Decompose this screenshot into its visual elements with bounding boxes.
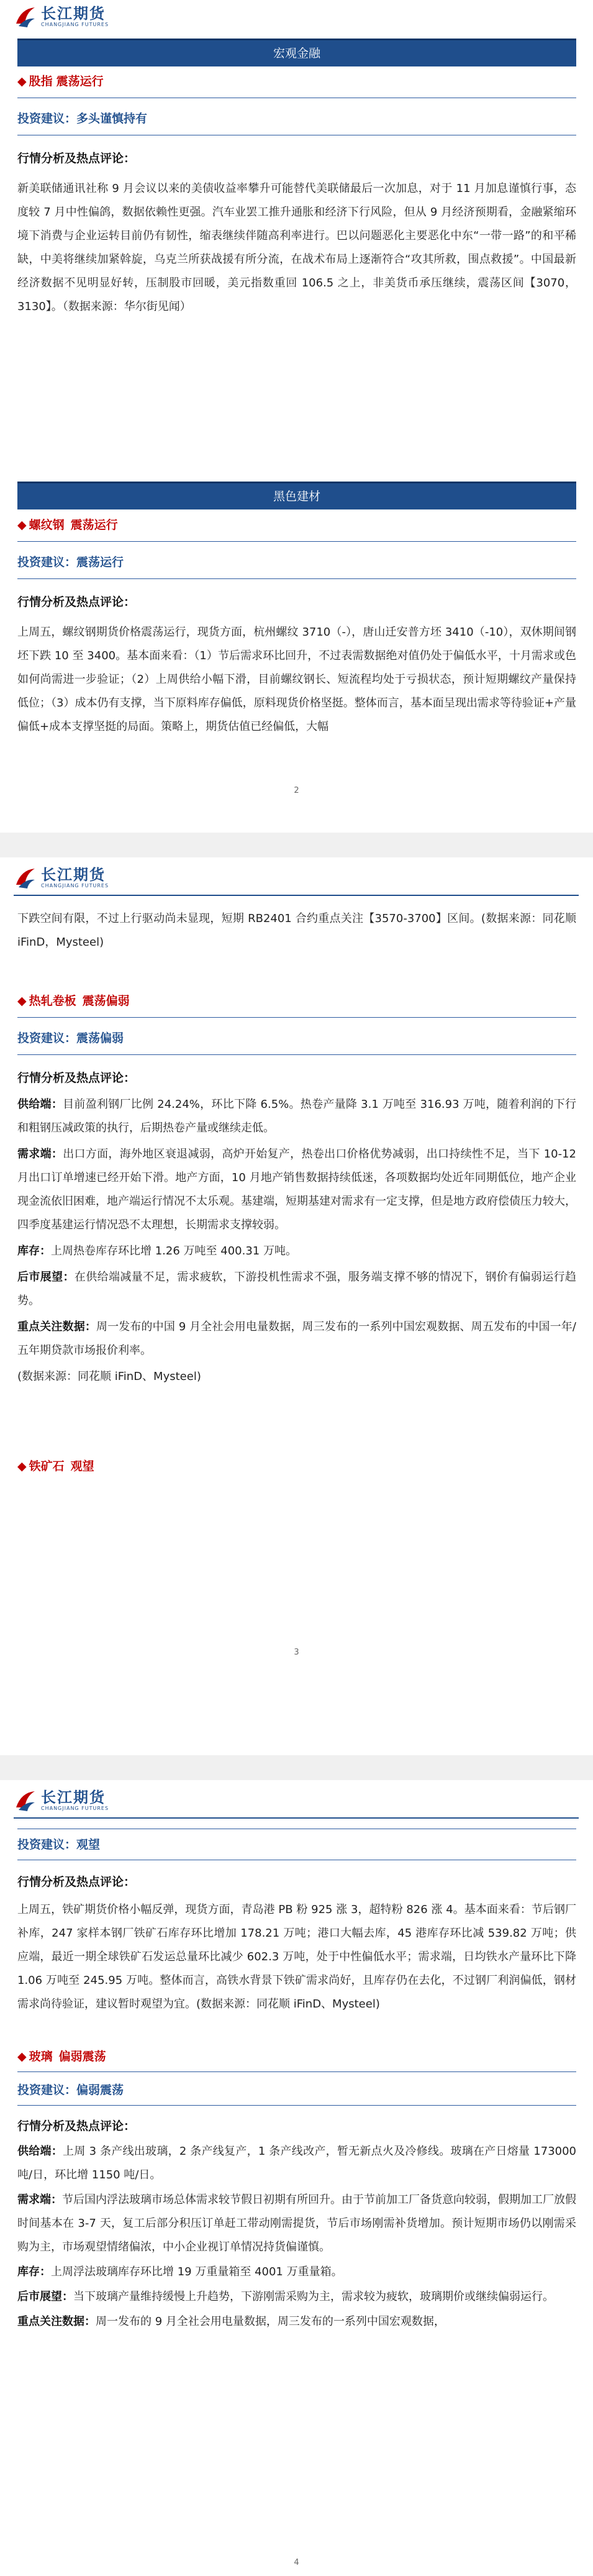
diamond-icon: ◆	[17, 2050, 27, 2063]
gold-subhead: 行情分析及热点评论：	[17, 152, 136, 165]
rebar-block	[17, 516, 576, 739]
hrc-suggest: 投资建议：震荡偏弱	[17, 1031, 124, 1045]
page-gap	[0, 1755, 593, 1780]
glass-title: ◆ 玻璃 偏弱震荡	[17, 2050, 106, 2063]
header-logo	[14, 1789, 109, 1812]
logo-en: CHANGJIANG FUTURES	[41, 22, 109, 27]
page-number: 2	[294, 786, 299, 795]
page-number: 4	[294, 2558, 299, 2567]
header-line	[14, 1817, 579, 1819]
page2-content	[17, 907, 576, 1474]
glass-subhead: 行情分析及热点评论：	[17, 2119, 136, 2133]
glass-supply: 供给端：上周 3 条产线出玻璃，2 条产线复产，1 条产线改产，暂无新点火及冷修线。玻璃在产日熔量 173000 吨/日，环比增 1150 吨/日。	[17, 2145, 577, 2181]
gold-text: 新美联储通讯社称 9 月会议以来的美债收益率攀升可能替代美联储最后一次加息，对于 11 月加息谨慎行事，态度较 7 月中性偏鸽，数据依赖性更强。汽车业罢工推升通胀和经济下行风险，但从 9 月经济预期看，金融紧缩环境下消费与企业运转目前仍有韧性，缩表继续伴随高利率进行。巴以问题恶化主要恶化中东“一带一路”的和平稀缺，中美将继续加紧斡旋，乌克兰所获战援有所分流，在战术布局上逐渐符合“攻其所救，围点救援”。中国最新经济数据不见明显好转，压制股市回暖，美元指数重回 106.5 之上，非美货币承压继续，震荡区间【3070，3130】。（数据来源：华尔街见闻）	[17, 182, 576, 313]
glass-outlook: 后市展望：当下玻璃产量维持缓慢上升趋势，下游刚需采购为主，需求较为疲软，玻璃期价或继续偏弱运行。	[17, 2290, 554, 2303]
page-1	[0, 0, 593, 833]
logo-mark-icon	[14, 1789, 37, 1812]
logo-cn: 长江期货	[41, 5, 106, 22]
rebar-text-cont: 下跌空间有限，不过上行驱动尚未显现，短期 RB2401 合约重点关注【3570-3700】区间。(数据来源：同花顺 iFinD，Mysteel)	[17, 912, 576, 949]
section-bar-macro: 宏观金融	[17, 39, 576, 66]
gold-suggest: 投资建议：多头谨慎持有	[17, 112, 148, 126]
hrc-demand: 需求端：出口方面，海外地区衰退减弱，高炉开始复产，热卷出口价格优势减弱，出口持续性不足，当下 10-12 月出口订单增速已经开始下滑。地产方面，10 月地产销售数据持续低迷，各项数据均处近年同期低位，地产企业现金流依旧困难，地产端运行情况不太乐观。基建端，短期基建对需求有一定支撑，但是地方政府偿债压力较大，四季度基建运行情况恐不太理想，长期需求支撑较弱。	[17, 1148, 577, 1231]
iron-text: 上周五，铁矿期货价格小幅反弹，现货方面，青岛港 PB 粉 925 涨 3，超特粉 826 涨 4。基本面来看：节后钢厂补库，247 家样本钢厂铁矿石库存环比增加 178.21 万吨；港口大幅去库，45 港库存环比减 539.82 万吨；供应端，最近一期全球铁矿石发运总量环比减少 602.3 万吨，处于中性偏低水平；需求端，日均铁水产量环比下降 1.06 万吨至 245.95 万吨。整体而言，高铁水背景下铁矿需求尚好，且库存仍在去化，不过钢厂利润偏低，钢材需求尚待验证，建议暂时观望为宜。(数据来源：同花顺 iFinD、Mysteel)	[17, 1903, 576, 2011]
diamond-icon: ◆	[17, 518, 27, 532]
iron-title: ◆ 铁矿石 观望	[17, 1459, 94, 1473]
hrc-stock: 库存：上周热卷库存环比增 1.26 万吨至 400.31 万吨。	[17, 1245, 297, 1258]
header-line	[14, 895, 579, 896]
gold-block	[17, 72, 576, 319]
hrc-supply: 供给端：目前盈利钢厂比例 24.24%，环比下降 6.5%。热卷产量降 3.1 万吨至 316.93 万吨，随着利润的下行和粗钢压减政策的执行，后期热卷产量或继续走低。	[17, 1098, 576, 1135]
logo-mark-icon	[14, 5, 37, 29]
hrc-source: (数据来源：同花顺 iFinD、Mysteel)	[17, 1370, 201, 1383]
gold-title: ◆ 股指 震荡运行	[17, 75, 104, 88]
header-logo	[14, 5, 109, 29]
glass-suggest: 投资建议：偏弱震荡	[17, 2083, 124, 2097]
logo-mark-icon	[14, 866, 37, 890]
header-logo	[14, 866, 109, 890]
rebar-text: 上周五，螺纹钢期货价格震荡运行，现货方面，杭州螺纹 3710（-），唐山迁安普方坯 3410（-10），双休期间钢坯下跌 10 至 3400。基本面来看：（1）节后需求环比回升，不过表需数据绝对值仍处于偏低水平，十月需求或色如何尚需进一步验证；（2）上周供给小幅下滑，目前螺纹钢长、短流程均处于亏损状态，预计短期螺纹产量保持低位；（3）成本仍有支撑，当下原料库存偏低，原料现货价格坚挺。整体而言，基本面呈现出需求等待验证+产量偏低+成本支撑坚挺的局面。策略上，期货估值已经偏低，大幅	[17, 626, 576, 733]
iron-suggest: 投资建议：观望	[17, 1838, 101, 1852]
logo-en: CHANGJIANG FUTURES	[41, 883, 109, 888]
logo-cn: 长江期货	[41, 1789, 106, 1806]
page-gap	[0, 833, 593, 857]
section-bar-black: 黑色建材	[17, 482, 576, 509]
iron-subhead: 行情分析及热点评论：	[17, 1875, 136, 1889]
hrc-outlook: 后市展望：在供给端减量不足，需求疲软，下游投机性需求不强，服务端支撑不够的情况下，钢价有偏弱运行趋势。	[17, 1271, 576, 1307]
rebar-suggest: 投资建议：震荡运行	[17, 555, 124, 569]
glass-focus: 重点关注数据：周一发布的 9 月全社会用电量数据，周三发布的一系列中国宏观数据，	[17, 2315, 445, 2328]
glass-demand: 需求端：节后国内浮法玻璃市场总体需求较节假日初期有所回升。由于节前加工厂备货意向较弱，假期加工厂放假时间基本在 3-7 天，复工后部分积压订单赶工带动刚需提货，节后市场刚需补货增加。预计短期市场仍以刚需采购为主，市场观望情绪偏浓，中小企业视订单情况持货偏谨慎。	[17, 2193, 576, 2254]
page-number: 3	[294, 1648, 299, 1657]
diamond-icon: ◆	[17, 75, 27, 88]
glass-stock: 库存：上周浮法玻璃库存环比增 19 万重量箱至 4001 万重量箱。	[17, 2265, 343, 2278]
rebar-subhead: 行情分析及热点评论：	[17, 595, 136, 609]
diamond-icon: ◆	[17, 1459, 27, 1473]
page3-content	[17, 1822, 576, 2334]
diamond-icon: ◆	[17, 994, 27, 1008]
hrc-focus: 重点关注数据：周一发布的中国 9 月全社会用电量数据，周三发布的一系列中国宏观数据、周五发布的中国一年/五年期贷款市场报价利率。	[17, 1320, 576, 1357]
logo-en: CHANGJIANG FUTURES	[41, 1806, 109, 1811]
hrc-title: ◆ 热轧卷板 震荡偏弱	[17, 994, 130, 1008]
page-2	[0, 857, 593, 1755]
hrc-subhead: 行情分析及热点评论：	[17, 1071, 136, 1085]
logo-cn: 长江期货	[41, 866, 106, 884]
rebar-title: ◆ 螺纹钢 震荡运行	[17, 518, 118, 532]
page-3	[0, 1780, 593, 2576]
